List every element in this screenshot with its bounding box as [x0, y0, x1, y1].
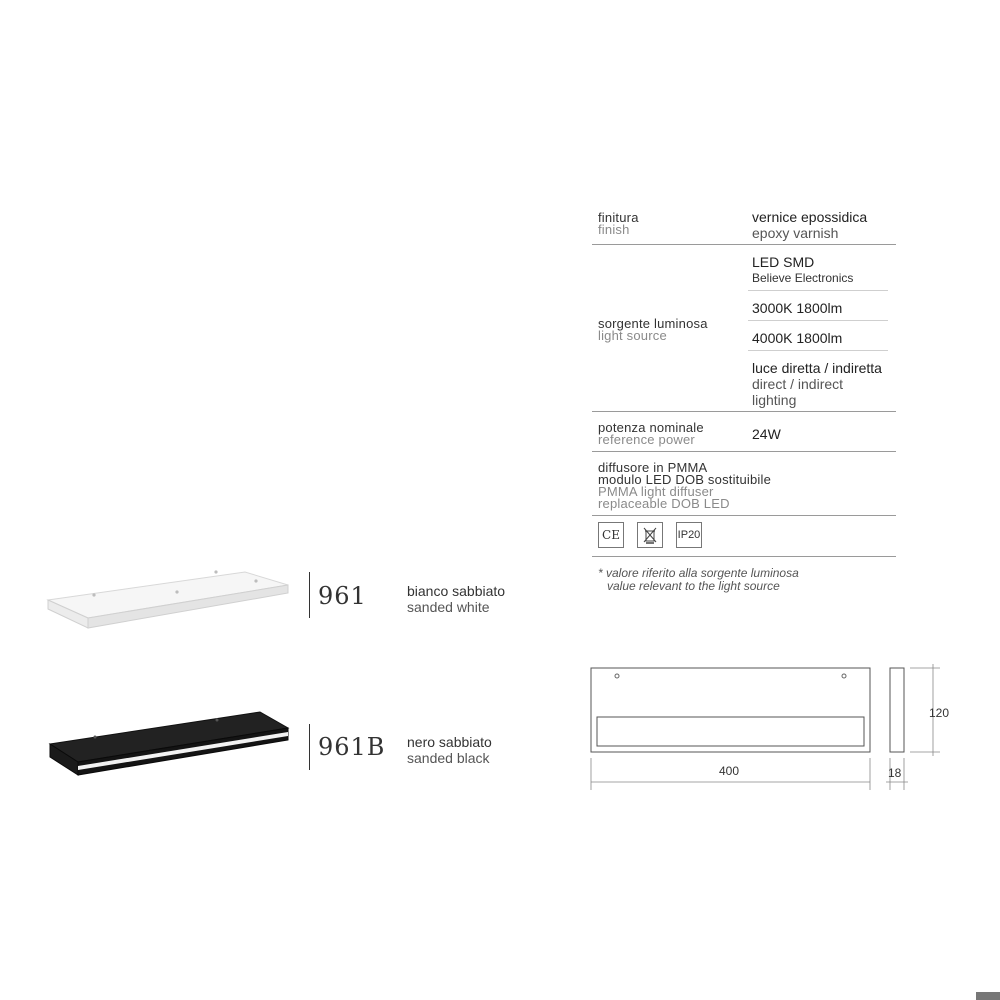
note-line-1: * valore riferito alla sorgente luminosa: [598, 566, 799, 580]
diffuser-line-4: replaceable DOB LED: [598, 496, 730, 511]
weee-bin-icon: [637, 522, 663, 548]
row-divider: [592, 244, 896, 245]
width-value: 400: [719, 764, 740, 778]
row-divider: [592, 411, 896, 412]
power-value: 24W: [752, 426, 781, 442]
diffuser-line-3: PMMA light diffuser: [598, 484, 714, 499]
sub-divider: [748, 320, 888, 321]
variant-code: 961B: [318, 733, 386, 761]
variant-finish-en: sanded white: [407, 599, 490, 615]
led-title: LED SMD: [752, 254, 815, 270]
lighting-it: luce diretta / indiretta: [752, 360, 882, 376]
option-3000k: 3000K 1800lm: [752, 300, 843, 316]
power-label-en: reference power: [598, 432, 695, 447]
variant-divider: [309, 572, 310, 618]
ip-rating-badge: IP20: [676, 522, 702, 548]
product-image-white: [40, 560, 300, 640]
finish-value-en: epoxy varnish: [752, 225, 839, 241]
note-line-2: value relevant to the light source: [607, 579, 780, 593]
light-source-label-en: light source: [598, 328, 667, 343]
sub-divider: [748, 350, 888, 351]
light-source-label-it: sorgente luminosa: [598, 316, 708, 331]
diffuser-line-2: modulo LED DOB sostituibile: [598, 472, 772, 487]
finish-label-en: finish: [598, 222, 630, 237]
sub-divider: [748, 290, 888, 291]
corner-marker: [976, 992, 1000, 1000]
height-value: 120: [929, 706, 950, 720]
lighting-en-2: lighting: [752, 392, 797, 408]
variant-divider: [309, 724, 310, 770]
option-4000k: 4000K 1800lm: [752, 330, 843, 346]
led-brand: Believe Electronics: [752, 271, 854, 285]
variant-finish-it: nero sabbiato: [407, 734, 492, 750]
row-divider: [592, 515, 896, 516]
row-divider: [592, 451, 896, 452]
product-image-black: [40, 700, 300, 790]
finish-label-it: finitura: [598, 210, 639, 225]
diffuser-line-1: diffusore in PMMA: [598, 460, 708, 475]
power-label-it: potenza nominale: [598, 420, 704, 435]
row-divider: [592, 556, 896, 557]
ce-mark-icon: CE: [598, 522, 624, 548]
finish-value-it: vernice epossidica: [752, 209, 868, 225]
variant-finish-it: bianco sabbiato: [407, 583, 506, 599]
lighting-en-1: direct / indirect: [752, 376, 844, 392]
variant-finish-en: sanded black: [407, 750, 490, 766]
depth-value: 18: [888, 766, 902, 780]
variant-code: 961: [318, 582, 367, 610]
technical-drawing: [580, 660, 960, 800]
